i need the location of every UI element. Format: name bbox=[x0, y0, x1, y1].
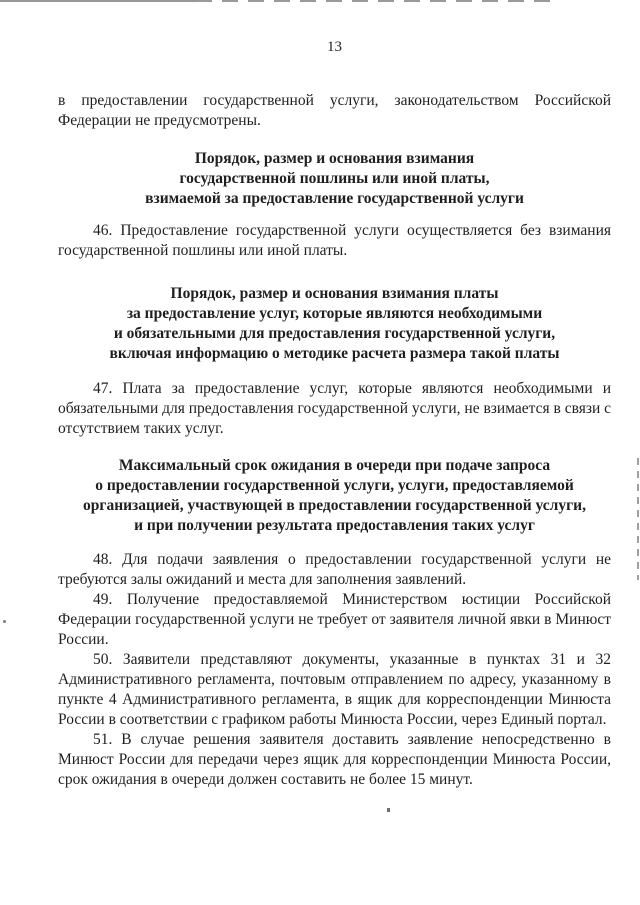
paragraph-47: 47. Плата за предоставление услуг, которые являются необходимыми и обязательными для предоставления государственной услуги, не взимается в связи с отсутствием таких услуг. bbox=[58, 380, 611, 437]
paragraph-continuation: в предоставлении государственной услуги, законодательством Российской Федерации не предусмотрены. bbox=[58, 92, 611, 129]
heading-line: и при получении результата предоставления таких услуг bbox=[134, 517, 535, 534]
page-number: 13 bbox=[327, 39, 342, 55]
heading-line: Максимальный срок ожидания в очереди при подаче запроса bbox=[118, 457, 551, 474]
paragraph-48: 48. Для подачи заявления о предоставлении государственной услуги не требуются залы ожиданий и места для заполнения заявлений. bbox=[58, 551, 611, 588]
scan-artifact-dot bbox=[3, 620, 6, 623]
heading-line: Порядок, размер и основания взимания bbox=[194, 150, 475, 167]
heading-line: о предоставлении государственной услуги, услуги, предоставляемой bbox=[95, 477, 574, 494]
scan-artifact-speck bbox=[387, 808, 390, 812]
section-heading-fee bbox=[58, 149, 611, 209]
scan-artifact-right-dashed-line bbox=[637, 458, 639, 580]
paragraph-51: 51. В случае решения заявителя доставить заявление непосредственно в Минюст России для передачи через ящик для корреспонденции Минюста России, срок ожидания в очереди должен составить не более 15 минут. bbox=[58, 731, 611, 788]
heading-line: организацией, участвующей в предоставлении государственной услуги, bbox=[83, 497, 586, 514]
heading-line: взимаемой за предоставление государственной услуги bbox=[145, 190, 524, 207]
heading-line: включая информацию о методике расчета размера такой платы bbox=[109, 345, 560, 362]
heading-line: Порядок, размер и основания взимания платы bbox=[170, 285, 499, 302]
section-heading-max-waiting-time bbox=[58, 456, 611, 536]
heading-line: государственной пошлины или иной платы, bbox=[179, 170, 490, 187]
heading-line: и обязательными для предоставления государственной услуги, bbox=[113, 325, 556, 342]
paragraph-50: 50. Заявители представляют документы, указанные в пунктах 31 и 32 Административного регламента, почтовым отправлением по адресу, указанному в пункте 4 Административного регламента, в ящик для корреспонденции Минюста России в соответствии с графиком работы Минюста России, через Единый портал. bbox=[58, 651, 611, 728]
paragraph-46: 46. Предоставление государственной услуги осуществляется без взимания государственной пошлины или иной платы. bbox=[58, 222, 611, 259]
heading-line: за предоставление услуг, которые являются необходимыми bbox=[126, 305, 543, 322]
section-heading-required-services-fee bbox=[58, 284, 611, 364]
text-column bbox=[58, 0, 611, 790]
paragraph-49: 49. Получение предоставляемой Министерством юстиции Российской Федерации государственной услуги не требует от заявителя личной явки в Минюст России. bbox=[58, 591, 611, 648]
